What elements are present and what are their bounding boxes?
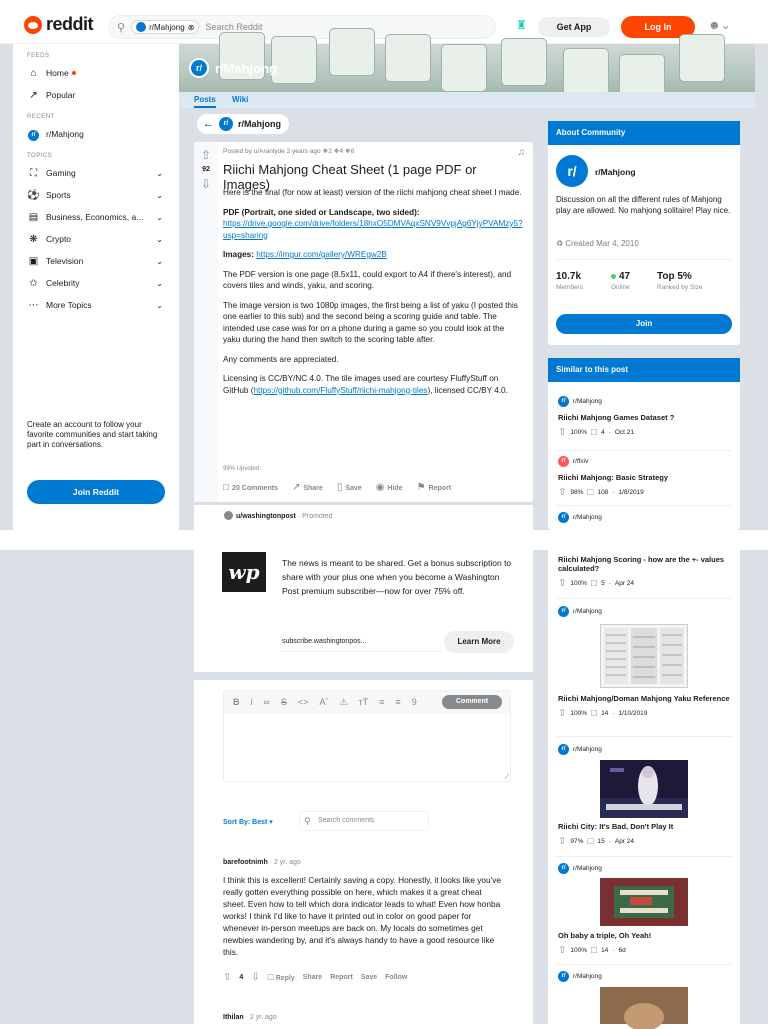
similar-heading: Similar to this post <box>548 358 740 382</box>
comment-search-input[interactable] <box>299 811 429 831</box>
flag-icon: ⚑ <box>416 482 426 493</box>
get-app-button[interactable]: Get App <box>538 17 610 37</box>
yaku-reference-thumbnail[interactable] <box>600 624 688 688</box>
similar-post-detail[interactable]: Oh baby a triple, Oh Yeah! ⇧ 100% □ 14 · 6d <box>558 931 652 956</box>
comment-time: · 2 yr. ago <box>269 859 301 866</box>
similar-post[interactable]: r/ r/Mahjong <box>558 744 602 755</box>
banner-title[interactable] <box>189 58 277 78</box>
post-paragraph: Here is the final (for now at least) version of the riichi mahjong cheat sheet I made. <box>223 188 522 197</box>
post-body <box>223 187 523 404</box>
comment-votes: 4 <box>239 974 244 981</box>
recent-label: RECENT <box>27 114 55 120</box>
promoted-ad <box>194 550 533 672</box>
subreddit-icon: r/ <box>558 512 569 523</box>
upvote-icon: ⇧ <box>558 945 567 956</box>
search-community-chip[interactable] <box>131 20 199 34</box>
sidebar-item-crypto[interactable] <box>13 228 179 250</box>
subreddit-icon: r/ <box>558 744 569 755</box>
bulleted-list-icon[interactable]: ≡ <box>379 697 385 707</box>
community-name[interactable]: r/Mahjong <box>595 167 636 177</box>
partial-thumbnail[interactable] <box>600 987 688 1024</box>
about-heading: About Community <box>548 121 740 145</box>
comment-icon: □ <box>591 945 598 956</box>
report-button[interactable]: Report <box>330 974 353 981</box>
sidebar-item-mahjong[interactable] <box>13 123 179 145</box>
chevron-down-icon: ⌄ <box>156 300 163 310</box>
television-icon: ▣ <box>28 255 39 267</box>
sidebar-item-business[interactable] <box>13 206 179 228</box>
similar-title[interactable]: Riichi Mahjong Scoring - how are the +- values calculated? <box>558 555 725 573</box>
similar-posts-continued <box>548 550 740 1024</box>
eye-icon: ◉ <box>375 482 385 493</box>
sidebar-item-more-topics[interactable] <box>13 294 179 316</box>
top-header <box>0 0 768 44</box>
bookmark-icon: ▯ <box>336 482 343 493</box>
chevron-down-icon: ⌄ <box>156 278 163 288</box>
promoted-label: · Promoted <box>297 513 333 520</box>
license-text: Licensing is CC/BY/NC 4.0. The tile images used are courtesy FluffyStuff on GitHub ( <box>223 374 499 395</box>
vote-count: 92 <box>202 166 210 173</box>
similar-post[interactable]: r/ r/Mahjong Riichi Mahjong Games Dataset ? ⇧ 100% □ 4 · Oct 21 <box>558 398 675 438</box>
comment-icon: □ <box>591 427 598 438</box>
online-stat: 47 Online <box>611 271 631 291</box>
triple-thumbnail[interactable] <box>600 878 688 926</box>
promoter-name[interactable]: u/washingtonpost <box>236 513 296 520</box>
post-actions <box>223 482 451 493</box>
topic-label: Celebrity <box>46 278 80 288</box>
award-count: 6 <box>350 148 355 155</box>
heading-icon[interactable]: ᴛT <box>358 697 369 707</box>
washington-post-logo[interactable]: wp <box>222 552 266 592</box>
chevron-down-icon: ⌄ <box>156 212 163 222</box>
similar-post[interactable]: r/ r/ffxiv Riichi Mahjong: Basic Strategy ⇧ 98% □ 108 · 1/8/2019 <box>558 458 669 498</box>
back-label: r/Mahjong <box>238 119 281 129</box>
crypto-icon: ❋ <box>29 233 38 245</box>
award-icon: ❖ <box>322 148 329 155</box>
more-dots-icon: ⋯ <box>28 299 39 311</box>
gamepad-icon: ⛶ <box>30 167 37 179</box>
upvote-icon: ⇧ <box>558 487 567 498</box>
logo-text: reddit <box>46 14 94 34</box>
popular-label: Popular <box>46 90 76 100</box>
topic-label: Sports <box>46 190 71 200</box>
share-button[interactable]: ↗ Share <box>291 482 323 493</box>
user-menu-icon[interactable]: ☻⌄ <box>708 18 731 32</box>
recent-item-label: r/Mahjong <box>46 129 84 139</box>
similar-post-detail[interactable]: Riichi Mahjong/Doman Mahjong Yaku Reference ⇧ 100% □ 14 · 1/10/2019 <box>558 694 730 719</box>
similar-posts-card <box>548 358 740 530</box>
topic-label: More Topics <box>46 300 92 310</box>
strikethrough-icon[interactable]: S <box>280 697 287 707</box>
about-community-card <box>548 121 740 345</box>
reddit-alien-icon <box>24 16 42 34</box>
post-paragraph: Images: https://imgur.com/gallery/WREgw2B <box>223 250 387 259</box>
upvote-icon: ⇧ <box>558 708 567 719</box>
save-button[interactable]: Save <box>360 974 378 981</box>
post-meta <box>223 147 354 155</box>
comment-author-name[interactable]: barefootnimh <box>223 859 268 866</box>
upvote-icon: ⇧ <box>558 836 567 847</box>
caret-down-icon: ▾ <box>269 819 273 826</box>
post-paragraph <box>223 207 523 242</box>
chip-label: r/Mahjong <box>149 22 185 32</box>
log-in-button[interactable]: Log In <box>621 16 695 38</box>
riichi-city-thumbnail[interactable] <box>600 760 688 818</box>
subreddit-avatar-icon: r/ <box>189 58 209 78</box>
post-card <box>194 142 533 502</box>
yaku-sheet-image <box>601 625 687 687</box>
similar-post-detail[interactable]: Riichi City: It's Bad, Don't Play It ⇧ 97% □ 15 · Apr 24 <box>558 822 674 847</box>
search-icon: ⚲ <box>117 21 126 34</box>
back-arrow-icon[interactable]: ← <box>203 118 214 130</box>
subreddit-icon: r/ <box>219 117 233 131</box>
post-paragraph <box>223 373 523 396</box>
share-icon: ↗ <box>291 482 301 493</box>
community-avatar-icon: r/ <box>556 155 588 187</box>
similar-post[interactable]: r/ r/Mahjong <box>558 606 602 617</box>
reply-button[interactable]: □ Reply <box>267 972 295 983</box>
promoted-header <box>194 505 533 530</box>
report-button[interactable]: ⚑ Report <box>416 482 452 493</box>
sports-ball-icon: ⚽ <box>27 189 40 201</box>
hide-button[interactable]: ◉ Hide <box>375 482 403 493</box>
community-description: Discussion on all the different rules of Mahjong play are allowed. No mahjong solitaire! Play nice. <box>556 195 731 215</box>
search-icon: ⚲ <box>304 816 311 826</box>
quote-icon[interactable]: 9 <box>411 697 417 707</box>
topic-label: Crypto <box>46 234 72 244</box>
award-icon: ❖ <box>333 148 340 155</box>
sort-dropdown[interactable]: Sort By: Best ▾ <box>223 819 273 826</box>
save-button[interactable]: ▯ Save <box>336 482 362 493</box>
signup-prompt: Create an account to follow your favorite communities and start taking part in conversations. <box>27 420 158 449</box>
similar-title[interactable]: Riichi City: It's Bad, Don't Play It <box>558 822 674 831</box>
link-icon[interactable]: ∞ <box>263 697 270 707</box>
comments-button[interactable]: □ 20 Comments <box>223 482 278 493</box>
comment-editor[interactable] <box>223 690 511 782</box>
post-paragraph: The PDF version is one page (8.5x11, could export to A4 if there's interest), and covers tiles and winds, yaku, and scoring. <box>223 269 512 290</box>
home-icon: ⌂ <box>30 67 37 79</box>
tab-wiki[interactable]: Wiki <box>232 95 249 104</box>
comment-icon: □ <box>587 836 594 847</box>
upvote-icon: ⇧ <box>558 578 567 589</box>
post-title[interactable]: Riichi Mahjong Cheat Sheet (1 page PDF or Images) <box>223 162 477 192</box>
bell-icon[interactable]: ♫ <box>517 147 525 158</box>
comment-button[interactable]: Comment <box>442 695 502 709</box>
members-stat: 10.7k Members <box>556 271 584 291</box>
similar-title[interactable]: Oh baby a triple, Oh Yeah! <box>558 931 652 940</box>
superscript-icon[interactable]: Aˆ <box>319 697 329 707</box>
numbered-list-icon[interactable]: ≡ <box>395 697 401 707</box>
vote-column <box>194 142 218 502</box>
cake-icon: ♻ <box>556 239 564 248</box>
subreddit-icon: r/ <box>558 863 569 874</box>
star-icon: ✩ <box>29 277 38 289</box>
upvote-icon: ⇧ <box>558 427 567 438</box>
ad-text: The news is meant to be shared. Get a bonus subscription to share with your plus one when you become a Washington Post premium subscriber—now for over 75% off. <box>282 558 512 596</box>
italic-icon[interactable]: i <box>250 697 253 707</box>
pdf-label: PDF (Portrait, one sided or Landscape, two sided): <box>223 207 420 217</box>
subreddit-icon: r/ <box>558 456 569 467</box>
subreddit-icon: r/ <box>27 128 40 141</box>
banner-subreddit-name: r/Mahjong <box>215 60 278 76</box>
similar-post[interactable]: r/ r/Mahjong <box>558 971 602 982</box>
similar-post[interactable]: r/ r/Mahjong <box>558 863 602 874</box>
subreddit-icon: r/ <box>558 971 569 982</box>
topic-label: Business, Economics, a... <box>46 212 144 222</box>
chevron-down-icon: ⌄ <box>156 190 163 200</box>
spoiler-icon[interactable]: ⚠ <box>339 696 348 707</box>
topics-label: TOPICS <box>27 153 53 159</box>
sidebar-item-home[interactable] <box>13 62 179 84</box>
left-sidebar <box>13 44 179 530</box>
post-paragraph: Any comments are appreciated. <box>223 354 339 364</box>
comment-author-name[interactable]: Ithilan <box>223 1014 244 1021</box>
resize-handle-icon[interactable]: ∕ <box>506 772 508 781</box>
award-icon: ❖ <box>344 148 351 155</box>
award-count: 4 <box>339 148 344 155</box>
online-dot <box>611 274 616 279</box>
comment-icon: □ <box>587 487 594 498</box>
comment-icon: □ <box>591 708 598 719</box>
license-text-end: ), licensed CC/BY 4.0. <box>427 385 508 395</box>
sidebar-item-popular[interactable] <box>13 84 179 106</box>
similar-post[interactable]: r/ r/Mahjong <box>558 512 602 523</box>
similar-post[interactable]: Riichi Mahjong Scoring - how are the +- values calculated? ⇧ 100% □ 5 · Apr 24 <box>558 555 740 589</box>
pdf-link[interactable]: https://drive.google.com/drive/folders/18hxO5DMVAqxSNV9VvpjAg6YjyPVAMzy5?usp=sharing <box>223 219 523 240</box>
topic-label: Gaming <box>46 168 76 178</box>
rank-stat: Top 5% Ranked by Size <box>657 271 703 291</box>
notification-dot <box>72 71 76 75</box>
comment-author <box>223 1014 277 1021</box>
topic-label: Television <box>46 256 84 266</box>
comments-section <box>194 680 533 1024</box>
promoter-avatar-icon <box>224 511 233 520</box>
community-icon <box>136 22 146 32</box>
code-icon[interactable]: <> <box>297 697 309 707</box>
feeds-label: FEEDS <box>27 53 50 59</box>
downvote-icon[interactable]: ⇩ <box>200 177 212 191</box>
home-label: Home <box>46 68 69 78</box>
bold-icon[interactable]: B <box>233 697 240 707</box>
page-two <box>0 550 768 1024</box>
advertise-icon[interactable]: ♜ <box>516 18 527 32</box>
chevron-down-icon: ⌄ <box>156 256 163 266</box>
comment-time: · 2 yr. ago <box>245 1014 277 1021</box>
images-label: Images <box>223 250 252 259</box>
images-link[interactable]: https://imgur.com/gallery/WREgw2B <box>256 250 387 259</box>
sidebar-item-television[interactable] <box>13 250 179 272</box>
follow-button[interactable]: Follow <box>385 974 408 981</box>
learn-more-button[interactable]: Learn More <box>444 631 514 653</box>
reddit-logo[interactable] <box>24 14 93 35</box>
sidebar-item-sports[interactable] <box>13 184 179 206</box>
search-placeholder: Search Reddit <box>205 22 263 32</box>
comment-icon: □ <box>591 578 598 589</box>
share-button[interactable]: Share <box>302 974 323 981</box>
chevron-down-icon: ⌄ <box>156 168 163 178</box>
post-paragraph: The image version is two 1080p images, the first being a list of yaku (I posted this one earlier to this sub) and the second being a scoring guide and table. The intended use case was for on a phone during a game so you could look at the yaku during the hand then switch to the scoring table after. <box>223 300 518 344</box>
chart-icon: ▤ <box>28 211 39 223</box>
photo-image <box>600 987 688 1024</box>
subreddit-tabs <box>179 92 755 108</box>
created-date: ♻ Created Mar 4, 2010 <box>556 239 639 248</box>
popular-icon: ↗ <box>29 89 38 101</box>
tab-posts[interactable]: Posts <box>194 95 216 108</box>
comment-actions <box>223 972 407 983</box>
clear-chip-icon[interactable]: ⊗ <box>187 22 195 32</box>
back-to-subreddit[interactable] <box>197 114 289 134</box>
comment-icon: □ <box>267 972 274 983</box>
license-link[interactable]: https://github.com/FluffyStuff/riichi-mahjong-tiles <box>253 385 428 395</box>
sidebar-item-celebrity[interactable] <box>13 272 179 294</box>
upvote-icon[interactable]: ⇧ <box>200 148 212 162</box>
post-author-line[interactable]: Posted by u/Aranlyde 2 years ago <box>223 148 321 155</box>
page-gap <box>0 530 768 550</box>
mahjong-table-image <box>600 878 688 926</box>
downvote-icon[interactable]: ⇩ <box>251 972 260 983</box>
sidebar-item-gaming[interactable] <box>13 162 179 184</box>
award-count: 2 <box>328 148 332 155</box>
subreddit-icon: r/ <box>558 606 569 617</box>
join-community-button[interactable]: Join <box>556 314 732 334</box>
ad-url[interactable]: subscribe.washingtonpos... <box>282 638 367 645</box>
game-screenshot-image <box>600 760 688 818</box>
similar-title[interactable]: Riichi Mahjong Games Dataset ? <box>558 413 675 422</box>
join-reddit-button[interactable]: Join Reddit <box>27 480 165 504</box>
similar-title[interactable]: Riichi Mahjong: Basic Strategy <box>558 473 669 482</box>
comment-search-placeholder: Search comments <box>318 817 375 824</box>
upvote-ratio: 99% Upvoted <box>223 466 260 472</box>
comment-body: I think this is excellent! Certainly saving a copy. Honestly, it looks like you've really gotten everything possible on here, which makes it a great cheat sheet. Even how to tell which dora indicator leads to what! Even how honba works! I think I'd like to have it printed out in color on good paper for whenever in-person meetups are back on. My locals do sometimes get newbies wandering by, and it's always handy to have a good resource like this. <box>223 875 501 957</box>
chevron-down-icon: ⌄ <box>156 234 163 244</box>
comment-author <box>223 859 301 866</box>
subreddit-icon: r/ <box>558 396 569 407</box>
subreddit-banner <box>179 44 755 92</box>
comment-icon: □ <box>223 482 230 493</box>
similar-title[interactable]: Riichi Mahjong/Doman Mahjong Yaku Reference <box>558 694 730 703</box>
upvote-icon[interactable]: ⇧ <box>223 972 232 983</box>
